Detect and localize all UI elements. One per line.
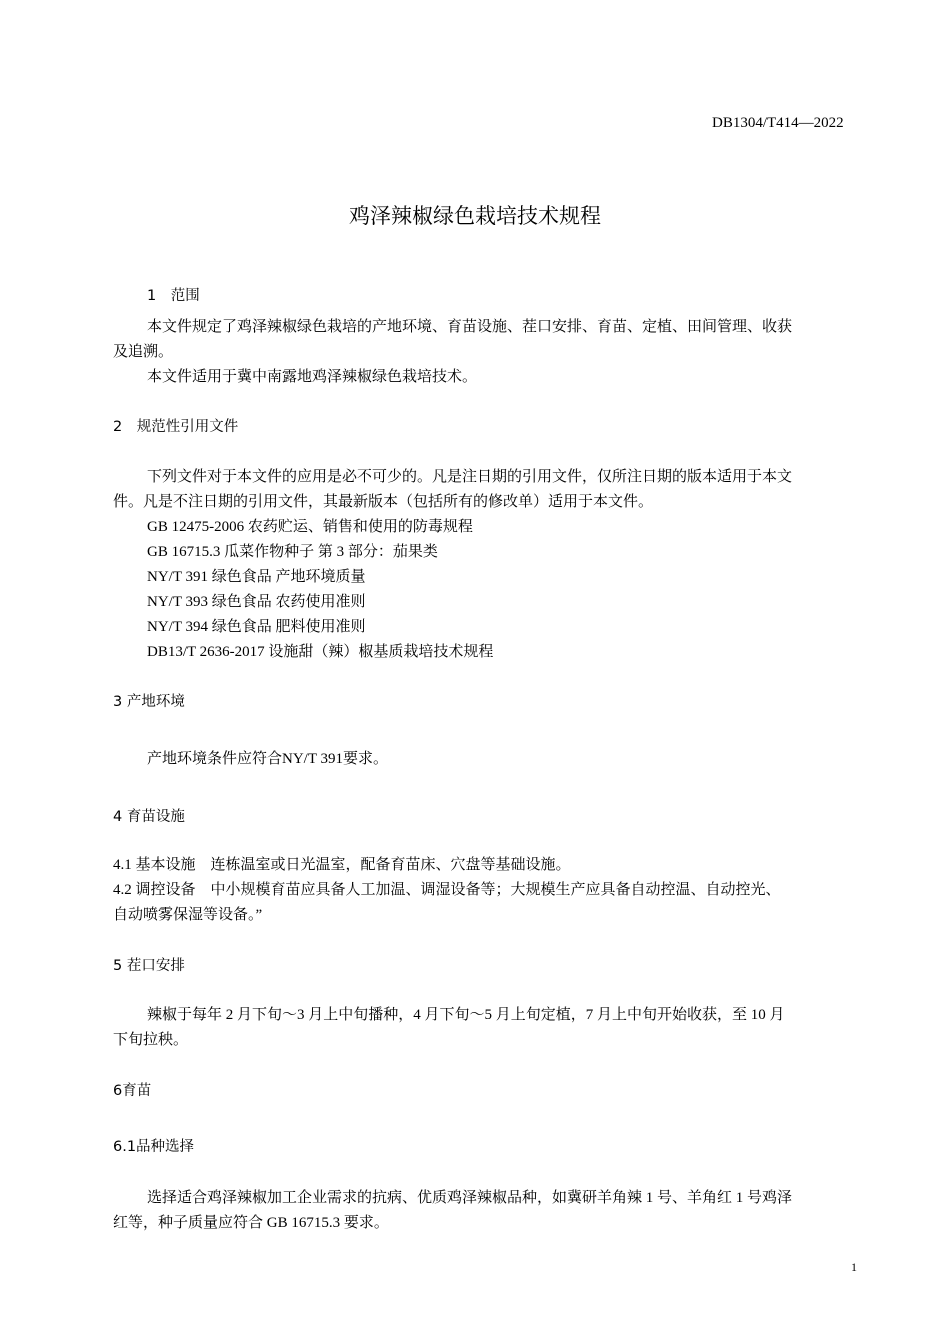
paragraph: 4.1 基本设施 连栋温室或日光温室，配备育苗床、穴盘等基础设施。 bbox=[113, 857, 571, 873]
paragraph: 及追溯。 bbox=[113, 344, 174, 360]
paragraph: 件。凡是不注日期的引用文件，其最新版本（包括所有的修改单）适用于本文件。 bbox=[113, 494, 654, 510]
section-heading-facilities: 4 育苗设施 bbox=[113, 809, 185, 825]
section-heading-variety-selection: 6.1品种选择 bbox=[113, 1139, 195, 1155]
paragraph: 4.2 调控设备 中小规模育苗应具备人工加温、调湿设备等；大规模生产应具备自动控温、自动控光、 bbox=[113, 882, 781, 898]
paragraph: 选择适合鸡泽辣椒加工企业需求的抗病、优质鸡泽辣椒品种，如冀研羊角辣 1 号、羊角红 1 号鸡泽 bbox=[147, 1190, 793, 1206]
paragraph: 本文件规定了鸡泽辣椒绿色栽培的产地环境、育苗设施、茬口安排、育苗、定植、田间管理、收获 bbox=[147, 319, 793, 335]
paragraph: 本文件适用于冀中南露地鸡泽辣椒绿色栽培技术。 bbox=[147, 369, 478, 385]
paragraph: 产地环境条件应符合NY/T 391要求。 bbox=[147, 751, 388, 767]
reference-item: GB 16715.3 瓜菜作物种子 第 3 部分：茄果类 bbox=[147, 544, 438, 560]
paragraph: 红等，种子质量应符合 GB 16715.3 要求。 bbox=[113, 1215, 389, 1231]
reference-item: GB 12475-2006 农药贮运、销售和使用的防毒规程 bbox=[147, 519, 473, 535]
paragraph: 辣椒于每年 2 月下旬～3 月上中旬播种，4 月下旬～5 月上旬定植，7 月上中旬开始收获，至 10 月 bbox=[147, 1007, 785, 1023]
section-heading-cropping: 5 茬口安排 bbox=[113, 958, 185, 974]
reference-item: NY/T 393 绿色食品 农药使用准则 bbox=[147, 594, 366, 610]
reference-item: DB13/T 2636-2017 设施甜（辣）椒基质栽培技术规程 bbox=[147, 644, 494, 660]
section-heading-environment: 3 产地环境 bbox=[113, 694, 185, 710]
standard-number: DB1304/T414—2022 bbox=[712, 115, 844, 131]
document-title: 鸡泽辣椒绿色栽培技术规程 bbox=[349, 204, 601, 228]
paragraph: 下列文件对于本文件的应用是必不可少的。凡是注日期的引用文件，仅所注日期的版本适用于本文 bbox=[147, 469, 793, 485]
paragraph: 自动喷雾保湿等设备。” bbox=[113, 907, 263, 923]
paragraph: 下旬拉秧。 bbox=[113, 1032, 189, 1048]
section-heading-normative-references: 2 规范性引用文件 bbox=[113, 419, 239, 435]
reference-item: NY/T 394 绿色食品 肥料使用准则 bbox=[147, 619, 366, 635]
section-heading-scope: 1 范围 bbox=[147, 288, 200, 304]
section-heading-seedling: 6育苗 bbox=[113, 1083, 152, 1099]
page-number: 1 bbox=[851, 1260, 857, 1274]
reference-item: NY/T 391 绿色食品 产地环境质量 bbox=[147, 569, 366, 585]
